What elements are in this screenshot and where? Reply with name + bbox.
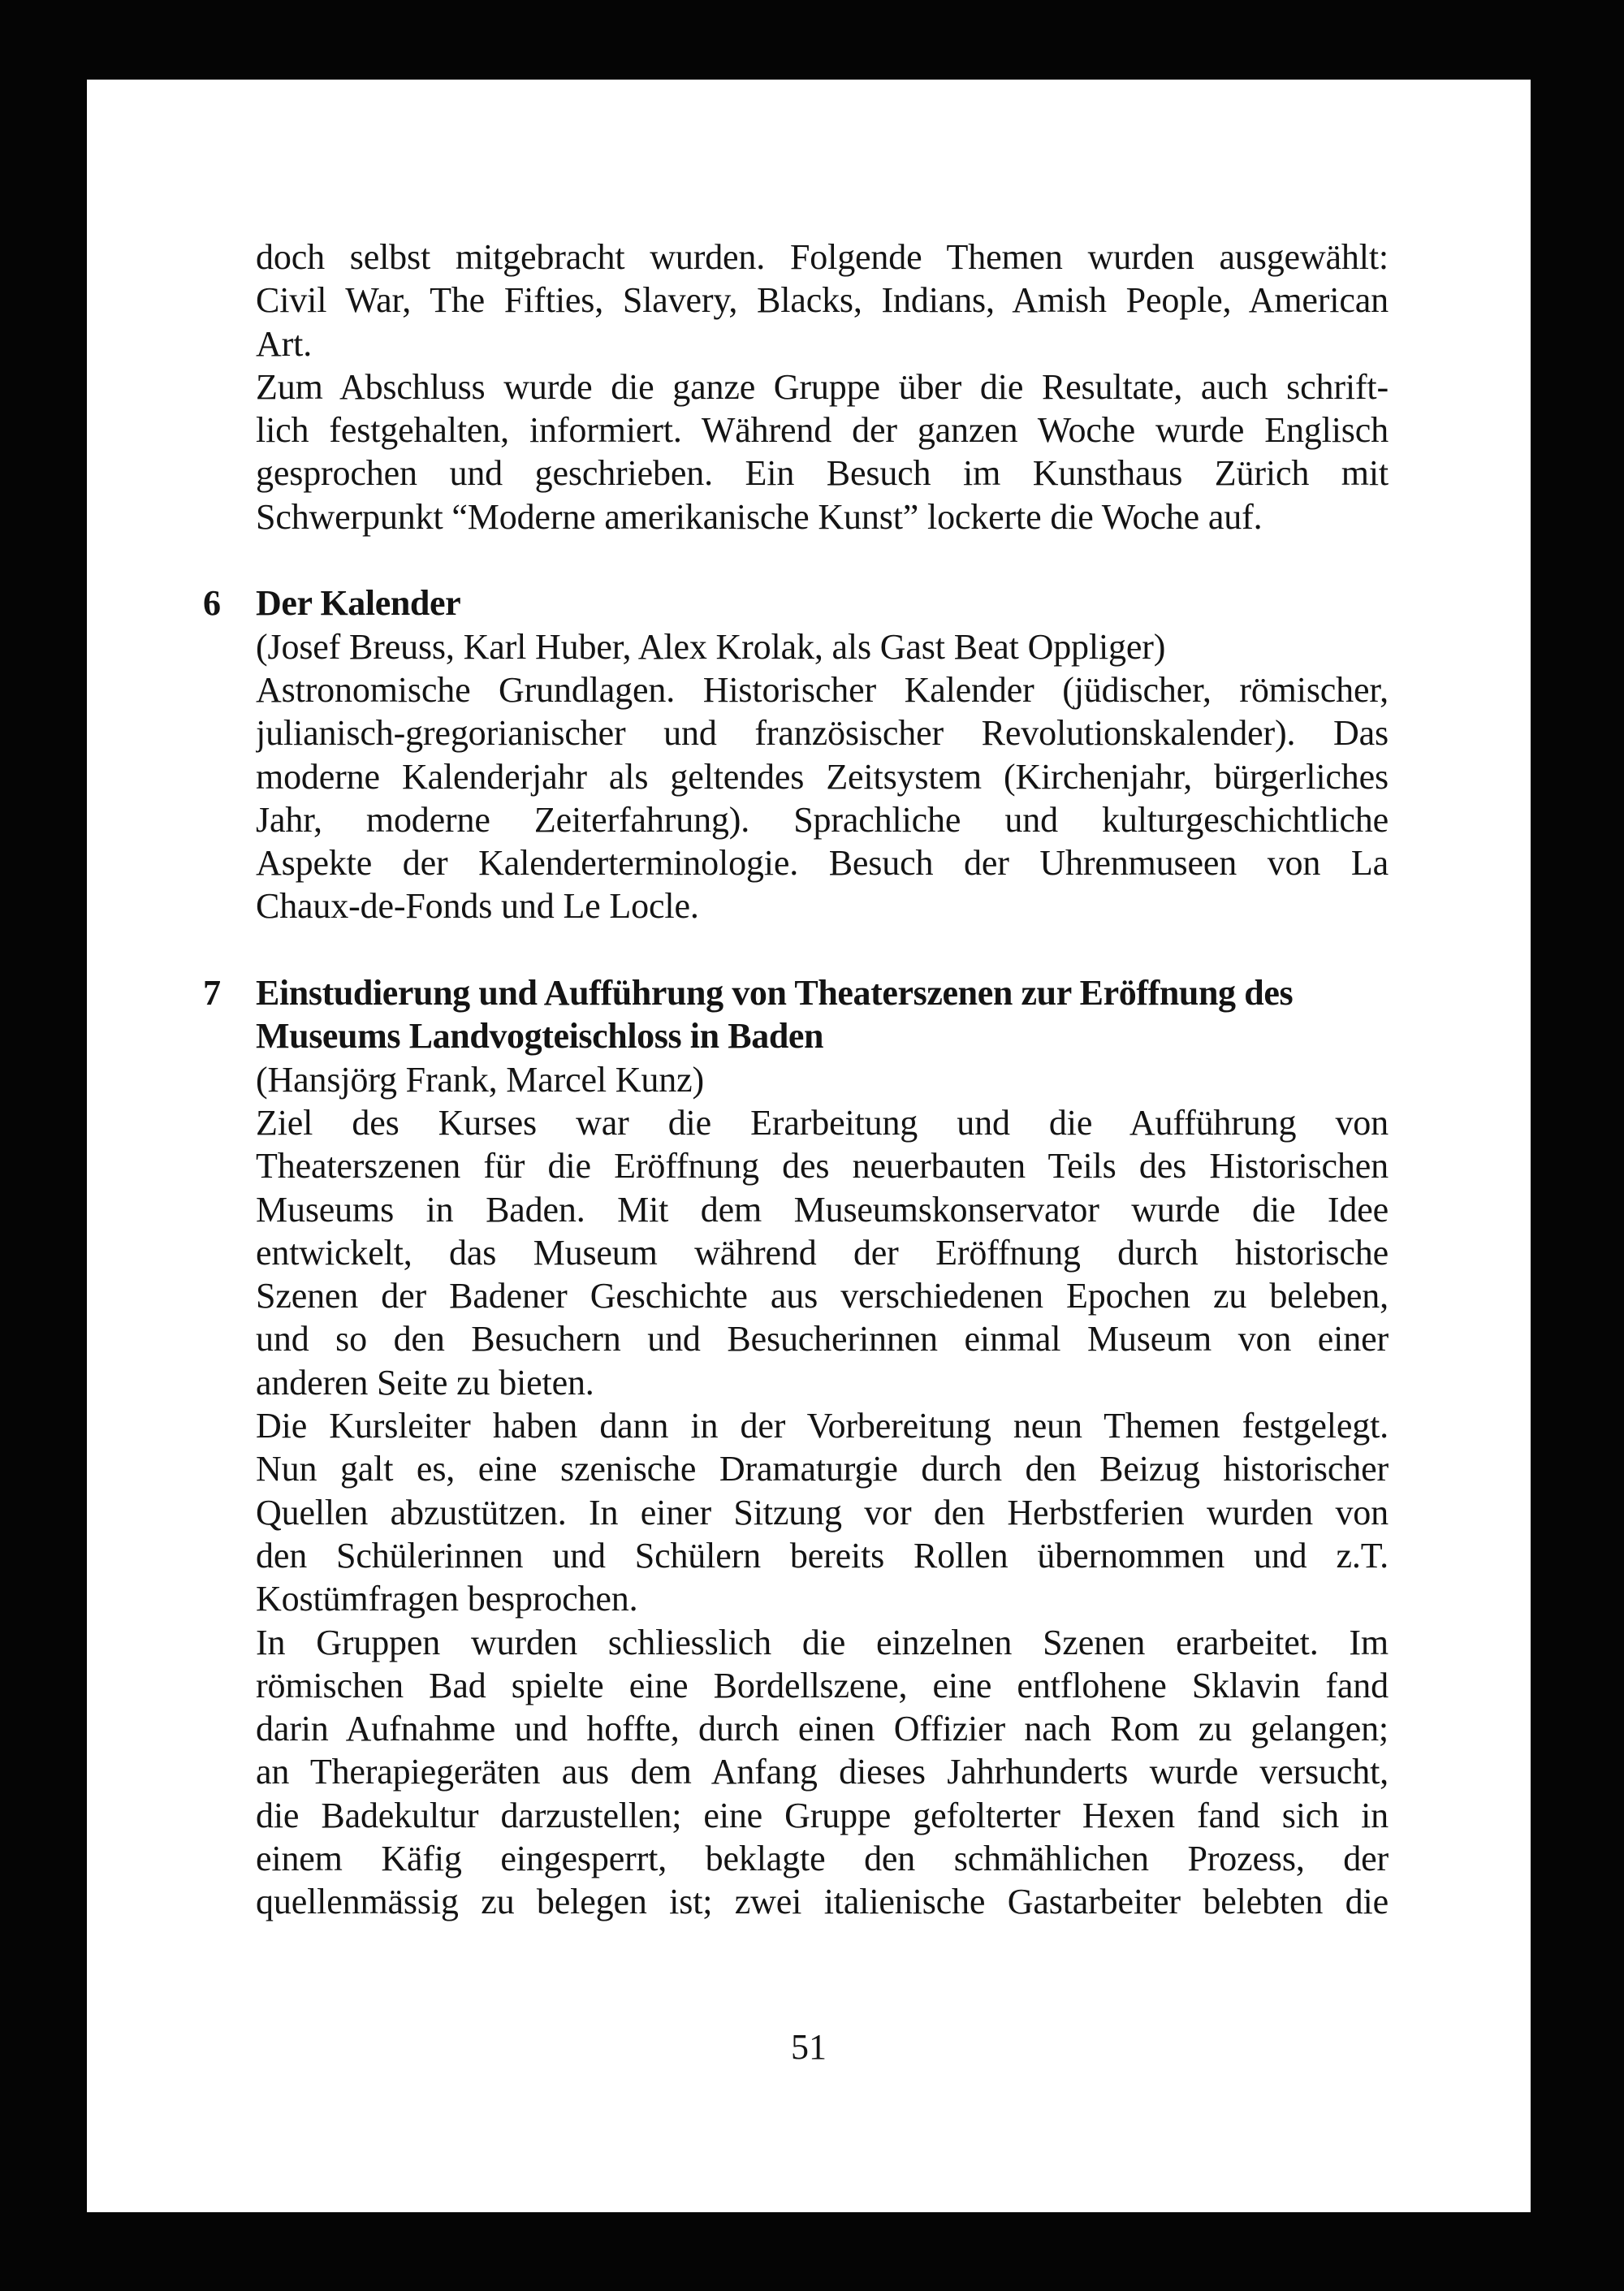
page-number: 51 — [791, 2027, 827, 2067]
text-line: römischen Bad spielte eine Bordellszene, eine entflohene Sklavin fand — [256, 1665, 1389, 1705]
text-column — [203, 236, 1389, 1924]
section-spacer — [256, 928, 1389, 971]
text-line: moderne Kalenderjahr als geltendes Zeitsystem (Kirchenjahr, bürgerliches — [256, 756, 1389, 797]
section-number: 7 — [203, 973, 221, 1014]
text-line: Museums in Baden. Mit dem Museumskonservator wurde die Idee — [256, 1189, 1389, 1230]
text-line: gesprochen und geschrieben. Ein Besuch im Kunsthaus Zürich mit — [256, 453, 1389, 494]
text-line: lich festgehalten, informiert. Während der ganzen Woche wurde Englisch — [256, 410, 1389, 451]
text-line: einem Käfig eingesperrt, beklagte den schmählichen Prozess, der — [256, 1838, 1389, 1878]
section-title: Einstudierung und Aufführung von Theaterszenen zur Eröffnung des — [256, 973, 1294, 1014]
text-line: In Gruppen wurden schliesslich die einzelnen Szenen erarbeitet. Im — [256, 1622, 1389, 1662]
text-line: Szenen der Badener Geschichte aus verschiedenen Epochen zu beleben, — [256, 1276, 1389, 1316]
section-title: Museums Landvogteischloss in Baden — [256, 1016, 824, 1057]
text-line: Quellen abzustützen. In einer Sitzung vor den Herbstferien wurden von — [256, 1492, 1389, 1532]
section-7 — [203, 971, 1389, 1924]
text-line: Ziel des Kurses war die Erarbeitung und die Aufführung von — [256, 1102, 1389, 1143]
section-number: 6 — [203, 583, 221, 624]
text-line: quellenmässig zu belegen ist; zwei italienische Gastarbeiter belebten die — [256, 1882, 1389, 1922]
intro-paragraph — [256, 236, 1389, 538]
text-line: Aspekte der Kalenderterminologie. Besuch der Uhrenmuseen von La — [256, 843, 1389, 884]
text-line: Astronomische Grundlagen. Historischer Kalender (jüdischer, römischer, — [256, 669, 1389, 710]
text-line: Zum Abschluss wurde die ganze Gruppe über die Resultate, auch schrift- — [256, 366, 1389, 407]
text-line: Art. — [256, 323, 313, 364]
text-line: Theaterszenen für die Eröffnung des neuerbauten Teils des Historischen — [256, 1146, 1389, 1187]
text-line: Nun galt es, eine szenische Dramaturgie durch den Beizug historischer — [256, 1449, 1389, 1489]
document-page — [87, 80, 1531, 2212]
section-spacer — [256, 538, 1389, 581]
text-line: Chaux-de-Fonds und Le Locle. — [256, 886, 699, 927]
section-heading — [256, 581, 1389, 625]
section-heading — [256, 971, 1389, 1058]
text-line: Die Kursleiter haben dann in der Vorbereitung neun Themen festgelegt. — [256, 1406, 1389, 1446]
text-line: Jahr, moderne Zeiterfahrung). Sprachliche und kulturgeschichtliche — [256, 799, 1389, 840]
text-line: den Schülerinnen und Schülern bereits Rollen übernommen und z.T. — [256, 1535, 1389, 1576]
text-line: Schwerpunkt “Moderne amerikanische Kunst” lockerte die Woche auf. — [256, 496, 1263, 537]
text-line: die Badekultur darzustellen; eine Gruppe gefolterter Hexen fand sich in — [256, 1795, 1389, 1835]
text-line: julianisch-gregorianischer und französischer Revolutionskalender). Das — [256, 713, 1389, 754]
text-line: und so den Besuchern und Besucherinnen einmal Museum von einer — [256, 1319, 1389, 1359]
section-6 — [203, 581, 1389, 927]
text-line: Civil War, The Fifties, Slavery, Blacks, Indians, Amish People, American — [256, 280, 1389, 321]
text-line: an Therapiegeräten aus dem Anfang dieses Jahrhunderts wurde versucht, — [256, 1752, 1389, 1792]
text-line: darin Aufnahme und hoffte, durch einen Offizier nach Rom zu gelangen; — [256, 1709, 1389, 1749]
text-line: Kostümfragen besprochen. — [256, 1579, 638, 1619]
text-line: doch selbst mitgebracht wurden. Folgende Themen wurden ausgewählt: — [256, 237, 1389, 277]
section-authors: (Hansjörg Frank, Marcel Kunz) — [256, 1059, 705, 1100]
text-line: entwickelt, das Museum während der Eröffnung durch historische — [256, 1232, 1389, 1273]
text-line: anderen Seite zu bieten. — [256, 1362, 594, 1403]
section-title: Der Kalender — [256, 583, 461, 624]
section-authors: (Josef Breuss, Karl Huber, Alex Krolak, als Gast Beat Oppliger) — [256, 626, 1166, 667]
